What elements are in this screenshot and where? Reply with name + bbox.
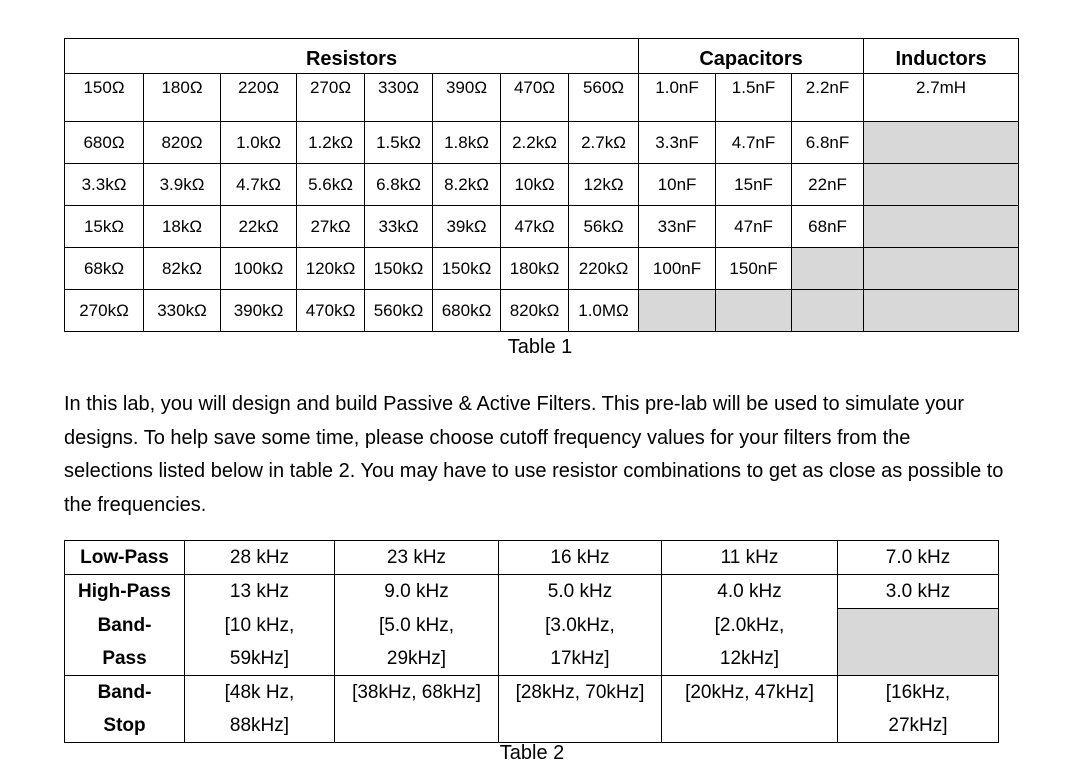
low-pass-value: 23 kHz bbox=[335, 541, 499, 575]
resistor-value: 3.9kΩ bbox=[144, 164, 221, 206]
component-row bbox=[65, 122, 1019, 164]
capacitor-value: 68nF bbox=[792, 206, 864, 248]
capacitor-value: 3.3nF bbox=[639, 122, 716, 164]
empty-cell bbox=[639, 290, 716, 332]
component-row bbox=[65, 164, 1019, 206]
resistor-value: 820kΩ bbox=[501, 290, 569, 332]
resistor-value: 22kΩ bbox=[221, 206, 297, 248]
empty-cell bbox=[864, 206, 1019, 248]
resistor-value: 820Ω bbox=[144, 122, 221, 164]
band-pass-value: 59kHz] bbox=[185, 642, 335, 676]
band-stop-value bbox=[335, 709, 499, 743]
low-pass-value: 7.0 kHz bbox=[838, 541, 999, 575]
low-pass-label: Low-Pass bbox=[65, 541, 185, 575]
component-row bbox=[65, 248, 1019, 290]
resistor-value: 4.7kΩ bbox=[221, 164, 297, 206]
resistor-value: 390kΩ bbox=[221, 290, 297, 332]
capacitor-value: 10nF bbox=[639, 164, 716, 206]
empty-cell bbox=[864, 122, 1019, 164]
empty-cell bbox=[864, 248, 1019, 290]
resistor-value: 220kΩ bbox=[569, 248, 639, 290]
empty-cell bbox=[792, 290, 864, 332]
resistor-value: 47kΩ bbox=[501, 206, 569, 248]
capacitor-value: 100nF bbox=[639, 248, 716, 290]
capacitor-value: 4.7nF bbox=[716, 122, 792, 164]
component-row bbox=[65, 206, 1019, 248]
band-stop-row-2 bbox=[65, 709, 999, 743]
band-pass-row-1 bbox=[65, 609, 999, 642]
capacitor-value: 2.2nF bbox=[792, 74, 864, 122]
resistor-value: 10kΩ bbox=[501, 164, 569, 206]
resistor-value: 470Ω bbox=[501, 74, 569, 122]
capacitor-value: 33nF bbox=[639, 206, 716, 248]
high-pass-value: 4.0 kHz bbox=[662, 575, 838, 609]
resistor-value: 270Ω bbox=[297, 74, 365, 122]
resistor-value: 27kΩ bbox=[297, 206, 365, 248]
capacitor-value: 6.8nF bbox=[792, 122, 864, 164]
resistor-value: 680kΩ bbox=[433, 290, 501, 332]
band-pass-value: [3.0kHz, bbox=[499, 609, 662, 642]
resistor-value: 6.8kΩ bbox=[365, 164, 433, 206]
high-pass-value: 9.0 kHz bbox=[335, 575, 499, 609]
inductors-header: Inductors bbox=[864, 39, 1019, 74]
resistor-value: 2.7kΩ bbox=[569, 122, 639, 164]
band-pass-value: 29kHz] bbox=[335, 642, 499, 676]
resistor-value: 470kΩ bbox=[297, 290, 365, 332]
band-stop-value: 88kHz] bbox=[185, 709, 335, 743]
capacitor-value: 1.0nF bbox=[639, 74, 716, 122]
band-stop-value: [16kHz, bbox=[838, 675, 999, 709]
resistor-value: 560kΩ bbox=[365, 290, 433, 332]
empty-cell bbox=[864, 164, 1019, 206]
band-pass-empty-cell bbox=[838, 609, 999, 676]
resistor-value: 1.5kΩ bbox=[365, 122, 433, 164]
table2-caption: Table 2 bbox=[499, 742, 565, 764]
table1-caption: Table 1 bbox=[507, 336, 573, 358]
band-stop-value: [38kHz, 68kHz] bbox=[335, 675, 499, 709]
band-pass-value: [5.0 kHz, bbox=[335, 609, 499, 642]
component-table bbox=[64, 38, 998, 332]
component-row bbox=[65, 290, 1019, 332]
resistor-value: 18kΩ bbox=[144, 206, 221, 248]
empty-cell bbox=[864, 290, 1019, 332]
cutoff-frequency-table bbox=[64, 540, 998, 743]
resistor-value: 82kΩ bbox=[144, 248, 221, 290]
resistor-value: 560Ω bbox=[569, 74, 639, 122]
resistor-value: 120kΩ bbox=[297, 248, 365, 290]
resistor-value: 150Ω bbox=[65, 74, 144, 122]
band-pass-value: 17kHz] bbox=[499, 642, 662, 676]
high-pass-value: 13 kHz bbox=[185, 575, 335, 609]
capacitor-value: 1.5nF bbox=[716, 74, 792, 122]
inductor-value: 2.7mH bbox=[864, 74, 1019, 122]
resistor-value: 8.2kΩ bbox=[433, 164, 501, 206]
resistor-value: 1.0MΩ bbox=[569, 290, 639, 332]
resistor-value: 180Ω bbox=[144, 74, 221, 122]
resistor-value: 180kΩ bbox=[501, 248, 569, 290]
resistor-value: 1.2kΩ bbox=[297, 122, 365, 164]
band-stop-label: Stop bbox=[65, 709, 185, 743]
high-pass-value: 5.0 kHz bbox=[499, 575, 662, 609]
low-pass-row bbox=[65, 541, 999, 575]
high-pass-row bbox=[65, 575, 999, 609]
capacitor-value: 22nF bbox=[792, 164, 864, 206]
capacitor-value: 150nF bbox=[716, 248, 792, 290]
resistor-value: 150kΩ bbox=[433, 248, 501, 290]
resistor-value: 680Ω bbox=[65, 122, 144, 164]
resistor-value: 15kΩ bbox=[65, 206, 144, 248]
capacitors-header: Capacitors bbox=[639, 39, 864, 74]
resistor-value: 1.0kΩ bbox=[221, 122, 297, 164]
resistor-value: 330Ω bbox=[365, 74, 433, 122]
resistor-value: 330kΩ bbox=[144, 290, 221, 332]
resistor-value: 150kΩ bbox=[365, 248, 433, 290]
high-pass-label: High-Pass bbox=[65, 575, 185, 609]
resistor-value: 39kΩ bbox=[433, 206, 501, 248]
band-stop-value bbox=[499, 709, 662, 743]
low-pass-value: 28 kHz bbox=[185, 541, 335, 575]
resistors-header: Resistors bbox=[65, 39, 639, 74]
band-pass-label: Band- bbox=[65, 609, 185, 642]
band-pass-label: Pass bbox=[65, 642, 185, 676]
resistor-value: 270kΩ bbox=[65, 290, 144, 332]
band-stop-value: [20kHz, 47kHz] bbox=[662, 675, 838, 709]
band-stop-value: [28kHz, 70kHz] bbox=[499, 675, 662, 709]
low-pass-value: 11 kHz bbox=[662, 541, 838, 575]
band-stop-value: [48k Hz, bbox=[185, 675, 335, 709]
resistor-value: 5.6kΩ bbox=[297, 164, 365, 206]
band-stop-label: Band- bbox=[65, 675, 185, 709]
capacitor-value: 47nF bbox=[716, 206, 792, 248]
resistor-value: 12kΩ bbox=[569, 164, 639, 206]
resistor-value: 220Ω bbox=[221, 74, 297, 122]
band-stop-value bbox=[662, 709, 838, 743]
resistor-value: 3.3kΩ bbox=[65, 164, 144, 206]
resistor-value: 2.2kΩ bbox=[501, 122, 569, 164]
band-stop-value: 27kHz] bbox=[838, 709, 999, 743]
resistor-value: 56kΩ bbox=[569, 206, 639, 248]
high-pass-value: 3.0 kHz bbox=[838, 575, 999, 609]
resistor-value: 1.8kΩ bbox=[433, 122, 501, 164]
resistor-value: 390Ω bbox=[433, 74, 501, 122]
component-row bbox=[65, 74, 1019, 122]
resistor-value: 68kΩ bbox=[65, 248, 144, 290]
instructions-paragraph: In this lab, you will design and build Passive & Active Filters. This pre-lab will be used to simulate your designs. To help save some time, please choose cutoff frequency values for your filters from the selections listed below in table 2. You may have to use resistor combinations to get as close as possible to the frequencies. bbox=[64, 393, 1004, 516]
capacitor-value: 15nF bbox=[716, 164, 792, 206]
empty-cell bbox=[792, 248, 864, 290]
band-pass-value: [10 kHz, bbox=[185, 609, 335, 642]
low-pass-value: 16 kHz bbox=[499, 541, 662, 575]
band-pass-value: 12kHz] bbox=[662, 642, 838, 676]
resistor-value: 33kΩ bbox=[365, 206, 433, 248]
band-stop-row-1 bbox=[65, 675, 999, 709]
empty-cell bbox=[716, 290, 792, 332]
resistor-value: 100kΩ bbox=[221, 248, 297, 290]
band-pass-value: [2.0kHz, bbox=[662, 609, 838, 642]
